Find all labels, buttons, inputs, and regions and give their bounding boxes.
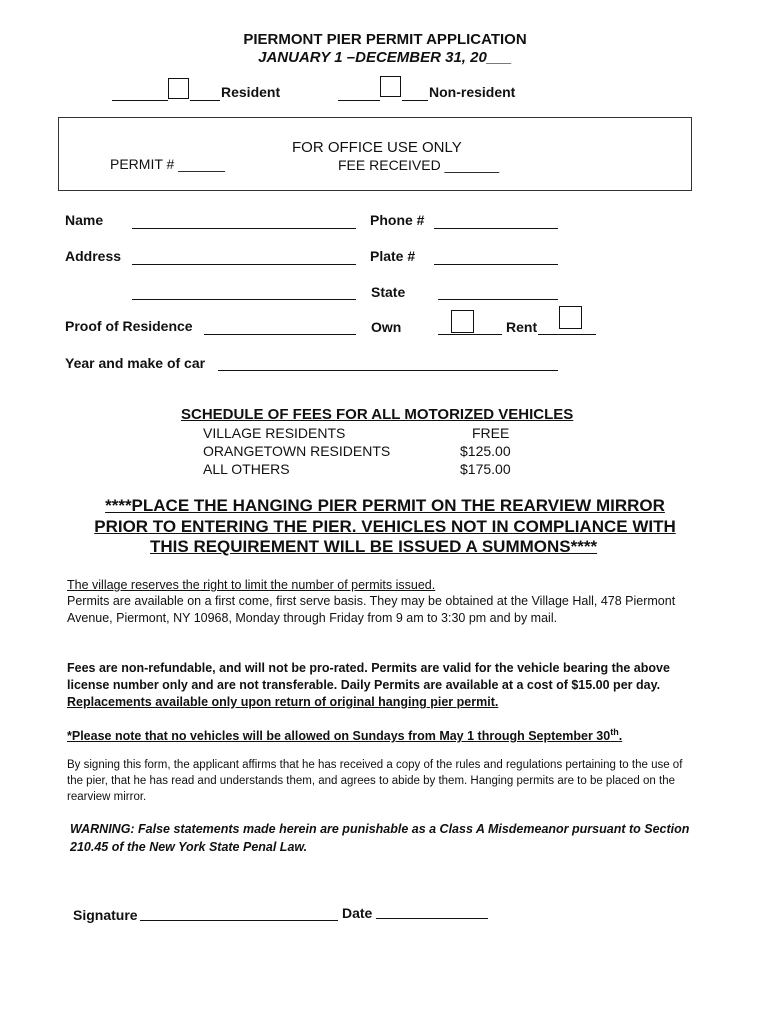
resident-line	[112, 100, 168, 101]
limit-notice: The village reserves the right to limit the number of permits issued.	[67, 578, 436, 592]
proof-of-residence-label: Proof of Residence	[65, 318, 193, 334]
nonresident-line-2	[402, 100, 428, 101]
own-line	[438, 334, 502, 335]
fee-amount: $125.00	[460, 443, 511, 459]
sunday-notice-sup: th	[610, 727, 619, 737]
sunday-notice	[67, 724, 692, 745]
own-checkbox[interactable]	[451, 310, 474, 333]
address-input[interactable]	[132, 264, 356, 265]
address-line-2-input[interactable]	[132, 299, 356, 300]
warning-text: WARNING: False statements made herein are punishable as a Class A Misdemeanor pursuant to Section 210.45 of the New York State Penal Law.	[70, 822, 690, 854]
permit-number-field: PERMIT # ______	[110, 156, 225, 172]
fee-category: ALL OTHERS	[203, 461, 290, 477]
rent-line	[538, 334, 596, 335]
car-input[interactable]	[218, 370, 558, 371]
phone-input[interactable]	[434, 228, 558, 229]
fee-received-field: FEE RECEIVED _______	[338, 157, 500, 173]
car-label: Year and make of car	[65, 355, 206, 371]
address-label: Address	[65, 248, 122, 264]
resident-line-2	[190, 100, 220, 101]
form-title: PIERMONT PIER PERMIT APPLICATION	[243, 31, 527, 48]
affirmation-text: By signing this form, the applicant affirms that he has received a copy of the rules and regulations pertaining to the use of the pier, that he has read and understands them, and agrees to abide by them. Hanging permits are to be placed on the rearview mirror.	[67, 759, 683, 803]
nonresident-line	[338, 100, 380, 101]
date-label: Date	[342, 905, 373, 921]
signature-label: Signature	[73, 907, 138, 923]
rent-checkbox[interactable]	[559, 306, 582, 329]
phone-label: Phone #	[370, 212, 425, 228]
office-use-heading: FOR OFFICE USE ONLY	[292, 139, 462, 156]
own-label: Own	[371, 319, 402, 335]
state-label: State	[371, 284, 406, 300]
form-period: JANUARY 1 –DECEMBER 31, 20___	[258, 49, 512, 66]
signature-input[interactable]	[140, 920, 338, 921]
fee-amount: $175.00	[460, 461, 511, 477]
fee-amount: FREE	[472, 425, 510, 441]
fee-category: ORANGETOWN RESIDENTS	[203, 443, 391, 459]
resident-checkbox[interactable]	[168, 78, 189, 99]
fee-category: VILLAGE RESIDENTS	[203, 425, 346, 441]
state-input[interactable]	[438, 299, 558, 300]
name-label: Name	[65, 212, 104, 228]
fees-policy-text	[67, 660, 692, 711]
nonresident-label: Non-resident	[429, 84, 516, 100]
proof-of-residence-input[interactable]	[204, 334, 356, 335]
plate-label: Plate #	[370, 248, 416, 264]
fee-schedule-heading: SCHEDULE OF FEES FOR ALL MOTORIZED VEHICLES	[181, 406, 574, 423]
fees-policy-main: Fees are non-refundable, and will not be pro-rated. Permits are valid for the vehicle bearing the above license number only and are not transferable. Daily Permits are available at a cost of $15.00 per day.	[67, 661, 670, 692]
sunday-notice-end: .	[618, 729, 623, 744]
notice-line-1: ****PLACE THE HANGING PIER PERMIT ON THE REARVIEW MIRROR	[105, 496, 665, 515]
sunday-notice-text: *Please note that no vehicles will be allowed on Sundays from May 1 through September 30	[67, 729, 611, 744]
date-input[interactable]	[376, 918, 488, 919]
notice-line-3: THIS REQUIREMENT WILL BE ISSUED A SUMMONS****	[150, 537, 598, 556]
resident-label: Resident	[221, 84, 281, 100]
replacement-text: Replacements available only upon return of original hanging pier permit.	[67, 695, 499, 709]
notice-line-2: PRIOR TO ENTERING THE PIER. VEHICLES NOT IN COMPLIANCE WITH	[94, 517, 676, 536]
name-input[interactable]	[132, 228, 356, 229]
nonresident-checkbox[interactable]	[380, 76, 401, 97]
plate-input[interactable]	[434, 264, 558, 265]
availability-text: Permits are available on a first come, first serve basis. They may be obtained at the Village Hall, 478 Piermont Avenue, Piermont, NY 10968, Monday through Friday from 9 am to 3:30 pm and by mail.	[67, 594, 676, 625]
rent-label: Rent	[506, 319, 538, 335]
